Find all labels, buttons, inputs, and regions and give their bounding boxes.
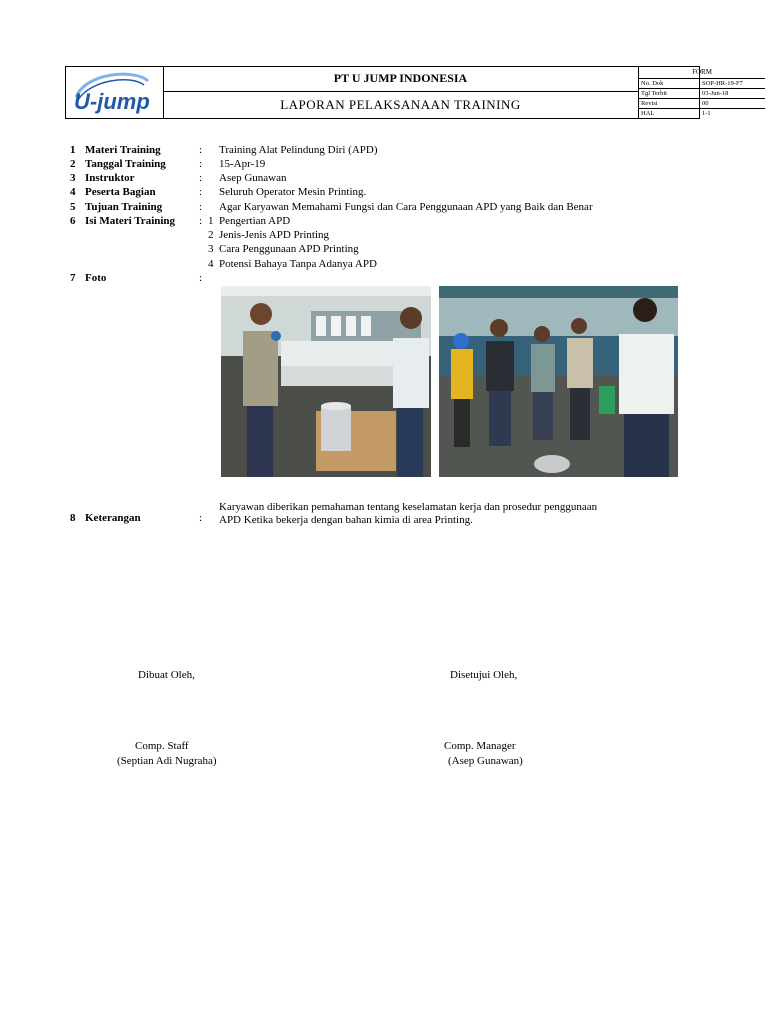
signature-left-role: Comp. Staff (135, 740, 189, 752)
meta-row (639, 109, 765, 118)
meta-row (639, 79, 765, 89)
field-number: 4 (70, 186, 76, 198)
field-value-peserta: Seluruh Operator Mesin Printing. (219, 186, 367, 198)
field-number: 2 (70, 158, 76, 170)
company-logo (66, 67, 164, 118)
field-colon: : (199, 201, 203, 213)
field-value-instruktor: Asep Gunawan (219, 172, 287, 184)
training-photo-2 (439, 286, 678, 477)
field-number: 7 (70, 272, 76, 284)
field-value-tanggal: 15-Apr-19 (219, 158, 266, 170)
signature-right-name: (Asep Gunawan) (448, 755, 523, 767)
field-colon: : (199, 512, 203, 524)
materi-item-number: 4 (208, 258, 214, 270)
company-name: PT U JUMP INDONESIA (163, 67, 638, 92)
field-number: 3 (70, 172, 76, 184)
materi-item: Pengertian APD (219, 215, 291, 227)
meta-value: 1-1 (699, 109, 765, 118)
field-number: 6 (70, 215, 76, 227)
field-label-materi: Materi Training (85, 144, 161, 156)
field-label-peserta: Peserta Bagian (85, 186, 156, 198)
meta-row (639, 89, 765, 99)
field-colon: : (199, 186, 203, 198)
training-photo-1 (221, 286, 431, 477)
materi-item-number: 2 (208, 229, 214, 241)
meta-key: Tgl Terbit (641, 90, 667, 97)
field-label-tanggal: Tanggal Training (85, 158, 166, 170)
field-colon: : (199, 172, 203, 184)
field-label-instruktor: Instruktor (85, 172, 135, 184)
meta-value: SOP-HR-19-F7 (699, 79, 765, 88)
document-meta (638, 67, 743, 118)
keterangan-line: APD Ketika bekerja dengan bahan kimia di area Printing. (219, 514, 473, 526)
materi-item-number: 3 (208, 243, 214, 255)
svg-text:U-jump: U-jump (74, 89, 150, 114)
field-label-isi-materi: Isi Materi Training (85, 215, 176, 227)
field-number: 5 (70, 201, 76, 213)
materi-item: Cara Penggunaan APD Printing (219, 243, 359, 255)
materi-item: Jenis-Jenis APD Printing (219, 229, 330, 241)
field-value-materi: Training Alat Pelindung Diri (APD) (219, 144, 378, 156)
keterangan-line: Karyawan diberikan pemahaman tentang keselamatan kerja dan prosedur penggunaan (219, 501, 598, 513)
field-colon: : (199, 144, 203, 156)
field-colon: : (199, 158, 203, 170)
field-number: 1 (70, 144, 76, 156)
meta-value: 00 (699, 99, 765, 108)
field-label-keterangan: Keterangan (85, 512, 141, 524)
materi-item-number: 1 (208, 215, 214, 227)
meta-key: HAL (641, 110, 655, 117)
signature-right-heading: Disetujui Oleh, (450, 669, 518, 681)
ujump-logo-icon (66, 67, 163, 118)
form-label: FORM (639, 67, 765, 79)
document-header (65, 66, 743, 119)
meta-key: No. Dok (641, 80, 664, 87)
signature-right-role: Comp. Manager (444, 740, 516, 752)
signature-left-name: (Septian Adi Nugraha) (117, 755, 217, 767)
field-colon: : (199, 272, 203, 284)
field-value-tujuan: Agar Karyawan Memahami Fungsi dan Cara Penggunaan APD yang Baik dan Benar (219, 201, 593, 213)
signature-left-heading: Dibuat Oleh, (138, 669, 195, 681)
field-colon: : (199, 215, 203, 227)
field-number: 8 (70, 512, 76, 524)
materi-item: Potensi Bahaya Tanpa Adanya APD (219, 258, 377, 270)
document-title: LAPORAN PELAKSANAAN TRAINING (280, 97, 521, 112)
field-label-tujuan: Tujuan Training (85, 201, 163, 213)
field-label-foto: Foto (85, 272, 107, 284)
meta-key: Revisi (641, 100, 658, 107)
meta-value: 03-Jun-18 (699, 89, 765, 98)
meta-row (639, 99, 765, 109)
